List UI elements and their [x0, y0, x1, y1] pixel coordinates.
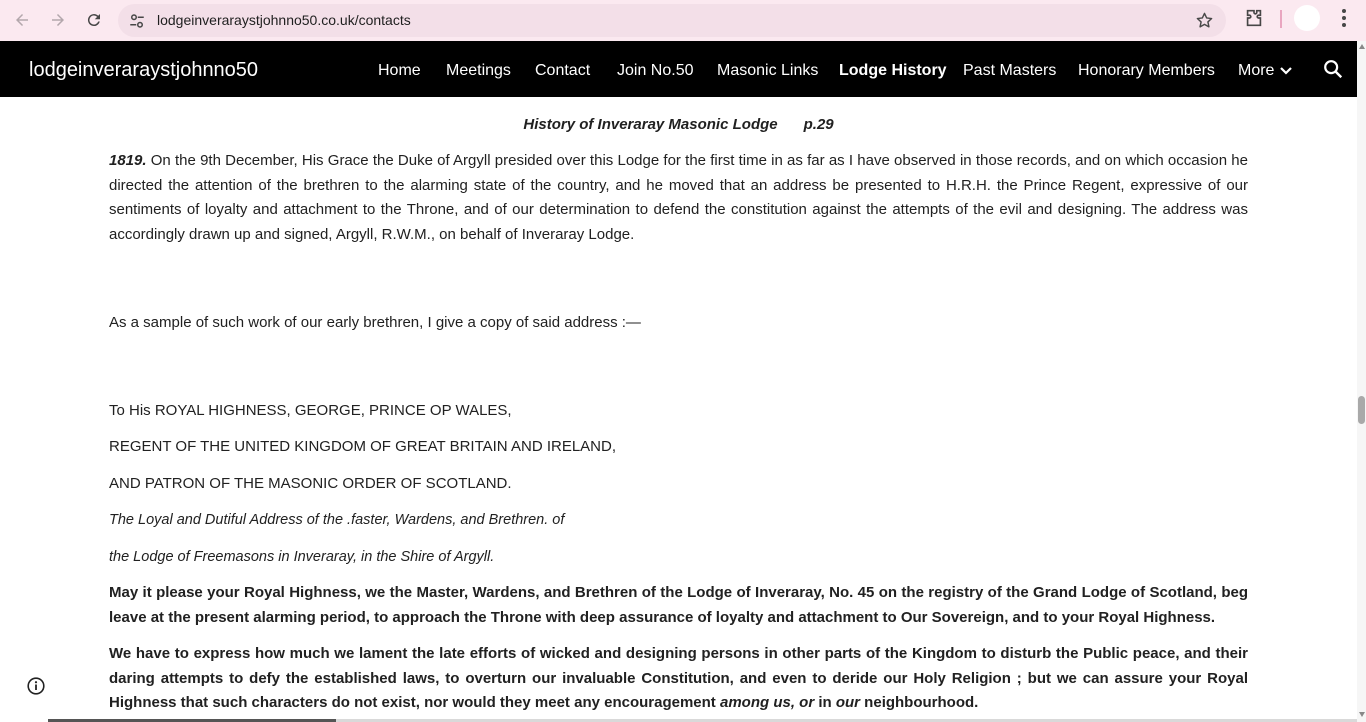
site-header	[0, 41, 1357, 97]
reload-icon	[85, 11, 103, 29]
address-line-2: REGENT OF THE UNITED KINGDOM OF GREAT BRITAIN AND IRELAND,	[109, 438, 617, 455]
back-icon	[13, 11, 31, 29]
in-text: in	[814, 694, 836, 711]
toolbar-separator	[1280, 10, 1282, 28]
search-icon[interactable]	[1322, 58, 1344, 80]
forward-button[interactable]	[43, 5, 73, 35]
forward-icon	[49, 11, 67, 29]
browser-toolbar	[0, 0, 1366, 41]
document-title-text: History of Inveraray Masonic Lodge	[523, 116, 778, 133]
star-icon[interactable]	[1195, 11, 1214, 30]
year-label: 1819.	[109, 152, 147, 169]
site-settings-icon[interactable]	[128, 12, 146, 30]
our-text: our	[835, 694, 861, 711]
chevron-down-icon	[1280, 66, 1292, 76]
paragraph-1819	[109, 149, 1248, 247]
nav-past-masters[interactable]: Past Masters	[963, 62, 1057, 79]
site-title[interactable]: lodgeinveraraystjohnno50	[29, 59, 259, 81]
neighbourhood-text: neighbourhood.	[860, 694, 979, 711]
info-icon[interactable]	[27, 677, 45, 695]
sample-intro: As a sample of such work of our early brethren, I give a copy of said address :—	[109, 314, 641, 331]
nav-home[interactable]: Home	[378, 62, 421, 79]
among-us-text: among us, or	[719, 694, 815, 711]
scrollbar[interactable]	[1357, 41, 1366, 722]
scroll-up-arrow[interactable]	[1359, 44, 1365, 49]
menu-icon[interactable]	[1334, 7, 1354, 29]
nav-join[interactable]: Join No.50	[617, 62, 694, 79]
scrollbar-thumb[interactable]	[1358, 396, 1365, 424]
reload-button[interactable]	[79, 5, 109, 35]
nav-contact[interactable]: Contact	[535, 62, 591, 79]
address-line-1: To His ROYAL HIGHNESS, GEORGE, PRINCE OP WALES,	[109, 402, 512, 419]
url-text[interactable]: lodgeinveraraystjohnno50.co.uk/contacts	[157, 12, 411, 28]
scroll-down-arrow[interactable]	[1359, 712, 1365, 717]
we-have-text: We have to express how much we lament the late efforts of wicked and designing persons in other parts of the Kingdom to disturb the Public peace, and their daring attempts to defy the established laws, to overturn our invaluable Constitution, and even to deride our Holy Religion ; but we can assure your Royal Highness that such characters do not exist, nor would they meet any encouragement	[109, 645, 1248, 711]
profile-icon[interactable]	[1294, 5, 1320, 31]
paragraph-may-it-please: May it please your Royal Highness, we the Master, Wardens, and Brethren of the Lodge of Inveraray, No. 45 on the registry of the Grand Lodge of Scotland, beg leave at the present alarming period, to approach the Throne with deep assurance of loyalty and attachment to Our Sovereign, and to your Royal Highness.	[109, 584, 1248, 626]
nav-lodge-history[interactable]: Lodge History	[839, 62, 947, 79]
nav-more[interactable]	[1238, 61, 1292, 80]
page-reference: p.29	[803, 116, 834, 133]
document-title	[109, 116, 1248, 133]
nav-meetings[interactable]: Meetings	[446, 62, 511, 79]
extensions-icon[interactable]	[1243, 7, 1265, 29]
address-subtitle-2: the Lodge of Freemasons in Inveraray, in the Shire of Argyll.	[109, 549, 495, 565]
back-button[interactable]	[7, 5, 37, 35]
nav-masonic-links[interactable]: Masonic Links	[717, 62, 819, 79]
address-line-3: AND PATRON OF THE MASONIC ORDER OF SCOTLAND.	[109, 475, 512, 492]
nav-more-label: More	[1238, 62, 1275, 79]
paragraph-1819-text: On the 9th December, His Grace the Duke of Argyll presided over this Lodge for the first time in as far as I have observed in those records, and on which occasion he directed the attention of the brethren to the alarming state of the country, and he moved that an address be presented to H.R.H. the Prince Regent, expressive of our sentiments of loyalty and attachment to the Throne, and of our determination to defend the constitution against the attempts of the evil and designing. The address was accordingly drawn up and signed, Argyll, R.W.M., on behalf of Inveraray Lodge.	[109, 152, 1248, 243]
nav-honorary-members[interactable]: Honorary Members	[1078, 62, 1215, 79]
address-subtitle-1: The Loyal and Dutiful Address of the .faster, Wardens, and Brethren. of	[109, 512, 565, 528]
paragraph-we-have-to-express	[109, 642, 1248, 716]
address-bar[interactable]	[118, 4, 1226, 37]
